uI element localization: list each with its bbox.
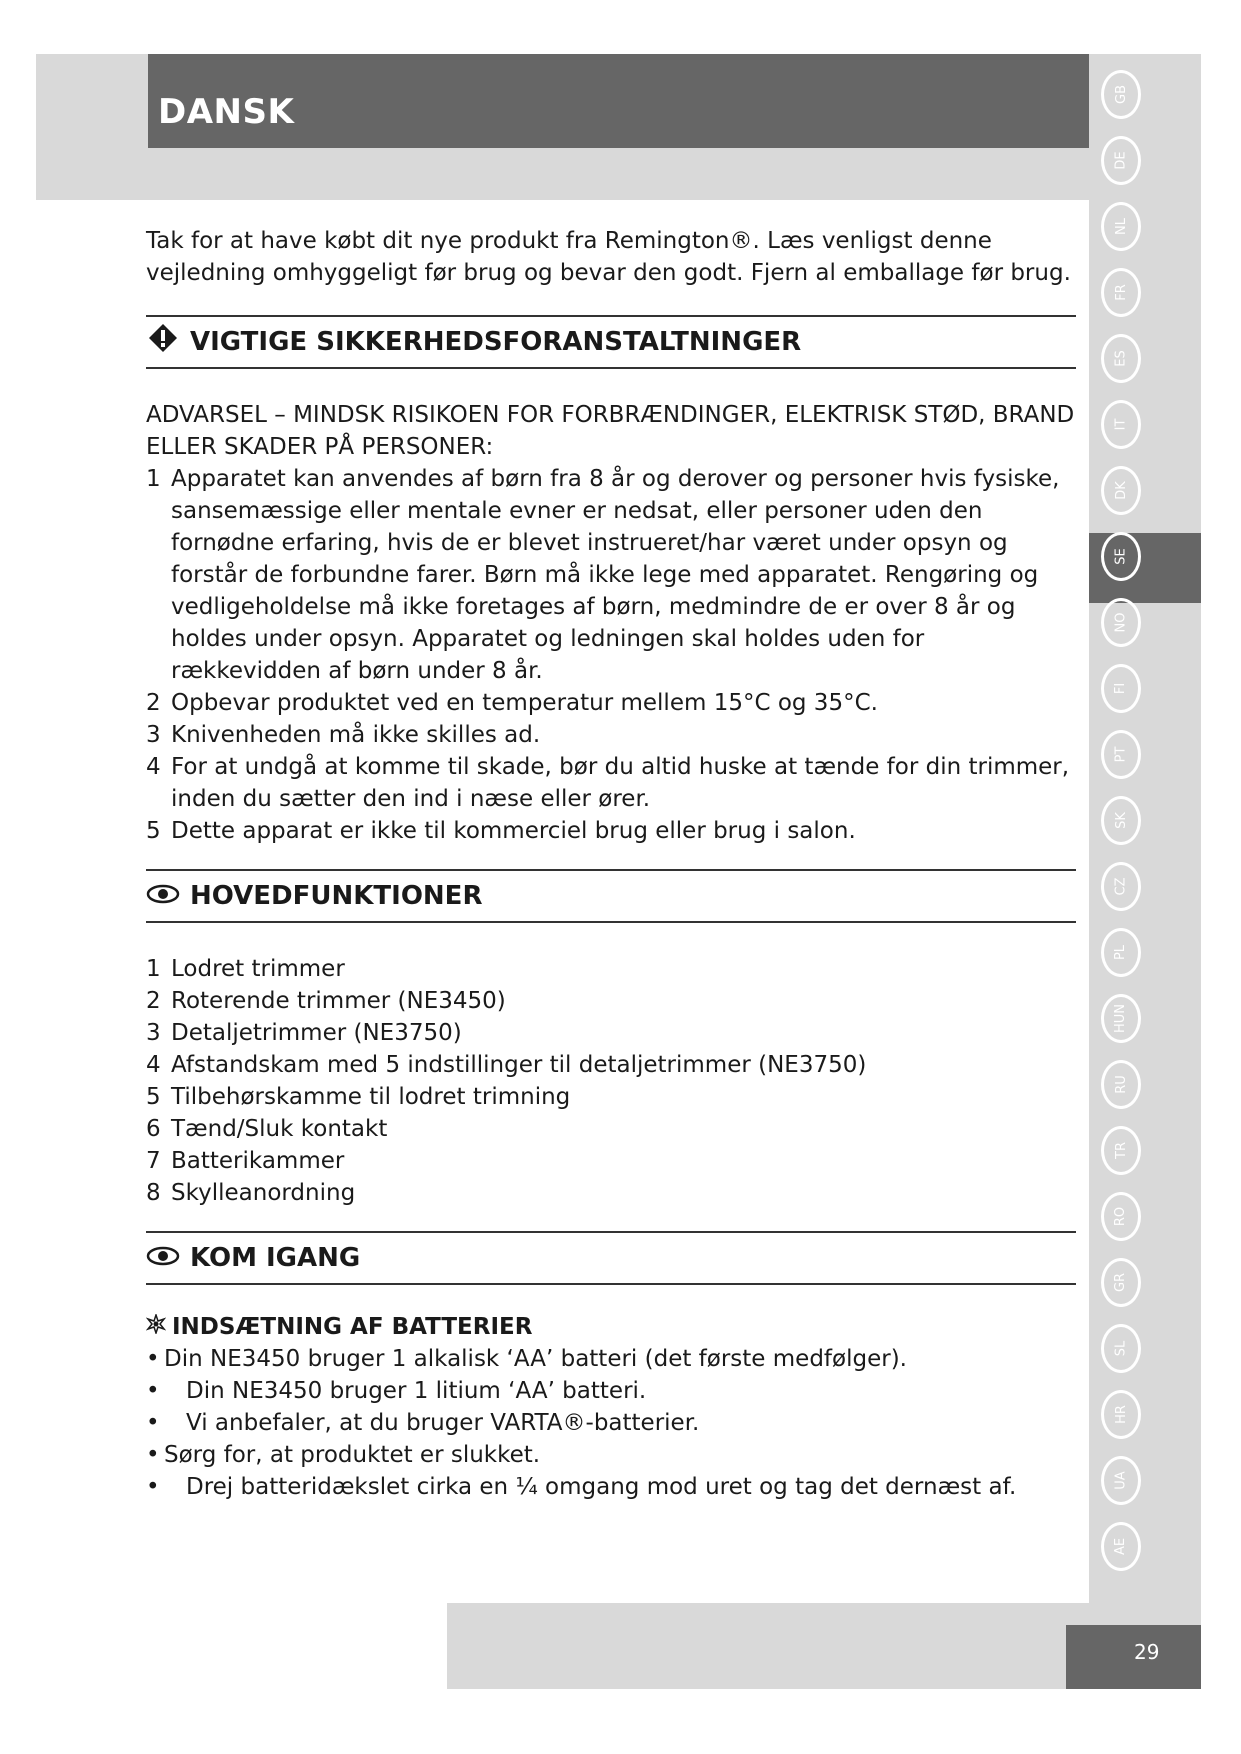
language-tab-label: RU [1113,1075,1129,1094]
list-item [146,1017,1076,1049]
list-item-text: Tilbehørskamme til lodret trimning [171,1084,571,1110]
section-title: VIGTIGE SIKKERHEDSFORANSTALTNINGER [190,327,802,357]
list-item-number: 5 [146,1084,161,1110]
safety-list [146,463,1076,847]
list-item [146,1177,1076,1209]
list-item-number: 8 [146,1180,161,1206]
language-tab-it[interactable] [1101,400,1141,449]
list-item-number: 3 [146,1020,161,1046]
language-tab-label: GB [1113,85,1129,104]
list-item-text: Tænd/Sluk kontakt [171,1116,388,1142]
section-heading-safety [146,317,1076,367]
bullet-icon: • [146,1378,160,1404]
language-tab-gb[interactable] [1101,70,1141,119]
list-item [146,985,1076,1017]
bullet-text: Drej batteridækslet cirka en ¼ omgang mod uret og tag det dernæst af. [186,1474,1017,1500]
battery-instructions [146,1343,1076,1503]
list-item-number: 1 [146,956,161,982]
language-tab-label: GR [1113,1272,1129,1293]
bullet-icon: • [146,1474,160,1500]
language-tab-dk[interactable] [1101,466,1141,515]
eye-icon [146,880,180,912]
language-tab-fr[interactable] [1101,268,1141,317]
bullet-text: Din NE3450 bruger 1 litium ‘AA’ batteri. [186,1378,647,1404]
language-tab-fi[interactable] [1101,664,1141,713]
list-item-text: Skylleanordning [171,1180,356,1206]
language-tab-label: UA [1113,1471,1129,1490]
list-item-number: 4 [146,1052,161,1078]
list-item-number: 1 [146,466,161,492]
warning-text: ADVARSEL – MINDSK RISIKOEN FOR FORBRÆNDINGER, ELEKTRISK STØD, BRAND ELLER SKADER PÅ PERSONER: [146,402,1075,460]
list-item [146,751,1076,815]
language-tab-label: NL [1113,218,1129,235]
list-item [146,1081,1076,1113]
feature-list [146,953,1076,1209]
section-heading-features [146,871,1076,921]
language-tab-no[interactable] [1101,598,1141,647]
sub-heading-batteries [146,1311,1076,1343]
language-tab-ru[interactable] [1101,1060,1141,1109]
list-item-number: 3 [146,722,161,748]
language-tab-label: CZ [1113,877,1129,896]
language-tab-gr[interactable] [1101,1258,1141,1307]
list-item [146,1145,1076,1177]
language-tab-label: DE [1113,151,1129,170]
language-tab-pl[interactable] [1101,928,1141,977]
language-tab-label: PL [1113,944,1129,961]
list-item-number: 5 [146,818,161,844]
language-tab-ua[interactable] [1101,1456,1141,1505]
language-tab-label: NO [1113,612,1129,633]
section-title: HOVEDFUNKTIONER [190,881,483,911]
language-tab-ro[interactable] [1101,1192,1141,1241]
bullet-text: Din NE3450 bruger 1 alkalisk ‘AA’ batteri (det første medfølger). [164,1346,907,1372]
list-item-number: 4 [146,754,161,780]
language-tab-nl[interactable] [1101,202,1141,251]
list-item [146,463,1076,687]
section-heading-getting-started [146,1233,1076,1283]
footer-band [447,1603,1089,1689]
language-tab-hr[interactable] [1101,1390,1141,1439]
language-tab-se[interactable] [1101,532,1141,581]
list-item-text: Batterikammer [171,1148,345,1174]
main-content [146,225,1076,1525]
language-tab-label: IT [1113,418,1129,431]
page-number: 29 [1134,1640,1160,1664]
bullet-item [146,1471,1076,1503]
list-item-text: Roterende trimmer (NE3450) [171,988,506,1014]
list-item [146,1049,1076,1081]
bullet-item [146,1407,1076,1439]
eye-icon [146,1242,180,1274]
language-tab-label: TR [1113,1142,1129,1159]
language-tab-cz[interactable] [1101,862,1141,911]
intro-text: Tak for at have købt dit nye produkt fra Remington®. Læs venligst denne vejledning omhyggeligt før brug og bevar den godt. Fjern al emballage før brug. [146,228,1071,286]
list-item-text: Detaljetrimmer (NE3750) [171,1020,462,1046]
bullet-item [146,1439,1076,1471]
bullet-item [146,1343,1076,1375]
list-item-number: 7 [146,1148,161,1174]
list-item [146,719,1076,751]
language-tab-tr[interactable] [1101,1126,1141,1175]
sub-heading-text: INDSÆTNING AF BATTERIER [172,1314,533,1340]
title-bar [148,54,1089,148]
language-tabs [1101,70,1141,1588]
language-tab-label: PT [1113,746,1129,763]
list-item-number: 2 [146,988,161,1014]
language-tab-label: ES [1113,350,1129,367]
page-number-box [1066,1625,1201,1689]
bullet-icon: • [146,1410,160,1436]
language-tab-label: SE [1113,548,1129,565]
star-icon [146,1311,166,1343]
language-tab-label: SK [1113,812,1129,829]
list-item-text: Knivenheden må ikke skilles ad. [171,722,541,748]
bullet-icon: • [146,1442,160,1468]
list-item [146,687,1076,719]
list-item-text: Apparatet kan anvendes af børn fra 8 år og derover og personer hvis fysiske, sansemæssige eller mentale evner er nedsat, eller personer uden den fornødne erfaring, hvis de er blevet instrueret/har været under opsyn og forstår de forbundne farer. Børn må ikke lege med apparatet. Rengøring og vedligeholdelse må ikke foretages af børn, medmindre de er over 8 år og holdes under opsyn. Apparatet og ledningen skal holdes uden for rækkevidden af børn under 8 år. [171,466,1060,684]
language-tab-label: FR [1113,284,1129,301]
list-item [146,1113,1076,1145]
list-item-text: For at undgå at komme til skade, bør du altid huske at tænde for din trimmer, inden du sætter den ind i næse eller ører. [171,754,1070,812]
language-tab-label: HUN [1113,1003,1129,1034]
list-item-number: 2 [146,690,161,716]
language-tab-label: AE [1113,1537,1129,1556]
bullet-icon: • [146,1346,160,1372]
list-item-text: Afstandskam med 5 indstillinger til detaljetrimmer (NE3750) [171,1052,867,1078]
page-title: DANSK [158,92,295,132]
list-item-text: Dette apparat er ikke til kommerciel brug eller brug i salon. [171,818,856,844]
language-tab-label: RO [1113,1206,1129,1227]
bullet-item [146,1375,1076,1407]
warning-icon [146,323,180,361]
bullet-text: Vi anbefaler, at du bruger VARTA®-batterier. [186,1410,700,1436]
language-tab-label: HR [1113,1405,1129,1424]
list-item [146,815,1076,847]
list-item-text: Lodret trimmer [171,956,345,982]
language-tab-label: DK [1113,481,1129,500]
language-tab-label: SL [1113,1340,1129,1357]
list-item-number: 6 [146,1116,161,1142]
language-tab-sl[interactable] [1101,1324,1141,1373]
language-tab-es[interactable] [1101,334,1141,383]
language-tab-sk[interactable] [1101,796,1141,845]
language-tab-label: FI [1113,682,1129,695]
bullet-text: Sørg for, at produktet er slukket. [164,1442,541,1468]
language-tab-pt[interactable] [1101,730,1141,779]
list-item [146,953,1076,985]
language-tab-hun[interactable] [1101,994,1141,1043]
list-item-text: Opbevar produktet ved en temperatur mellem 15°C og 35°C. [171,690,878,716]
language-tab-ae[interactable] [1101,1522,1141,1571]
section-title: KOM IGANG [190,1243,361,1273]
language-tab-de[interactable] [1101,136,1141,185]
